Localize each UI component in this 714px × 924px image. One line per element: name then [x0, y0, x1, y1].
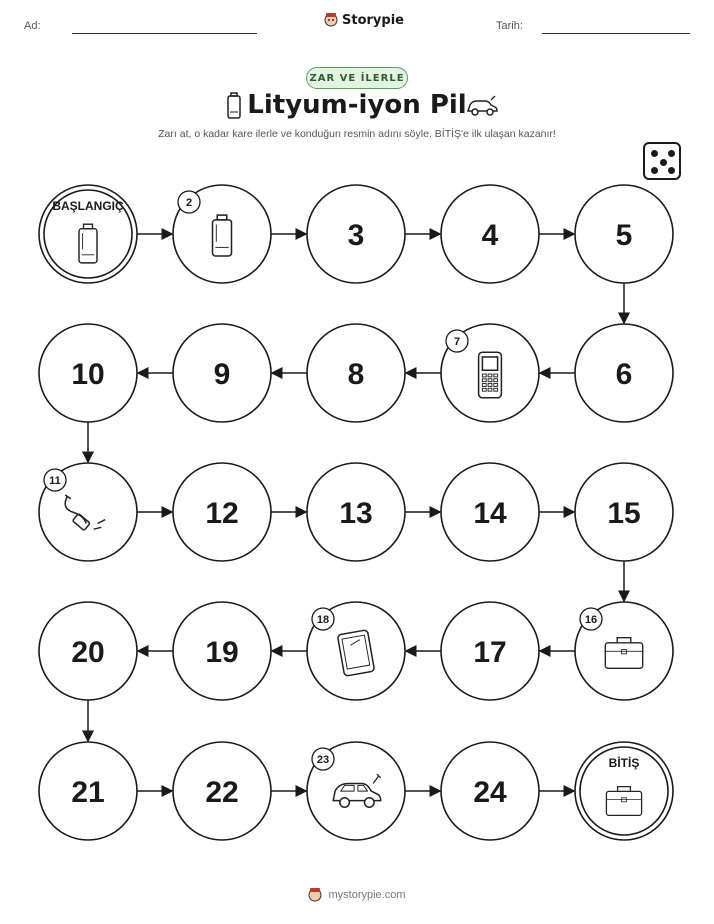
board-cell-7 — [441, 324, 539, 422]
cell-number: 12 — [205, 497, 239, 530]
cell-number: 10 — [71, 358, 105, 391]
board-cell-3 — [307, 185, 405, 283]
footer — [0, 887, 714, 903]
cell-number: 23 — [316, 754, 330, 766]
cell-number: 21 — [71, 776, 105, 809]
board-cell-4 — [441, 185, 539, 283]
cell-number: 18 — [316, 614, 330, 626]
cell-number: 15 — [607, 497, 641, 530]
board-cell-24 — [441, 742, 539, 840]
board-cell-15 — [575, 463, 673, 561]
cell-number: 24 — [473, 776, 507, 809]
board-cell-19 — [173, 602, 271, 700]
start-label: BAŞLANGIÇ — [52, 199, 124, 213]
storypie-mascot-icon — [308, 887, 322, 903]
board-cell-9 — [173, 324, 271, 422]
board-cell-21 — [39, 742, 137, 840]
cell-number: 16 — [584, 614, 598, 626]
cell-number: 9 — [213, 358, 231, 391]
board-cell-20 — [39, 602, 137, 700]
cell-number: 14 — [473, 497, 507, 530]
board-cell-22 — [173, 742, 271, 840]
board-cell-17 — [441, 602, 539, 700]
cell-number: 19 — [205, 636, 239, 669]
game-type-badge: ZAR VE İLERLE — [306, 67, 408, 89]
cell-number: 20 — [71, 636, 105, 669]
cell-number: 13 — [339, 497, 373, 530]
cell-number: 7 — [453, 336, 461, 348]
board-cell-1 — [39, 185, 137, 283]
board-cell-5 — [575, 185, 673, 283]
board-cell-13 — [307, 463, 405, 561]
board-cell-2 — [173, 185, 271, 283]
date-label: Tarih: — [496, 20, 523, 32]
page-title: Lityum-iyon Pil — [247, 90, 467, 120]
cell-number: 11 — [49, 475, 61, 487]
board-cell-14 — [441, 463, 539, 561]
board-cell-12 — [173, 463, 271, 561]
board-cell-23 — [307, 742, 405, 840]
cell-number: 5 — [615, 219, 633, 252]
name-label: Ad: — [24, 20, 41, 32]
board-cell-18 — [307, 602, 405, 700]
board-cell-6 — [575, 324, 673, 422]
cell-number: 4 — [481, 219, 499, 252]
cell-number: 2 — [185, 197, 193, 209]
cell-number: 22 — [205, 776, 239, 809]
cell-number: 8 — [347, 358, 365, 391]
cell-number: 17 — [473, 636, 507, 669]
board-cell-16 — [575, 602, 673, 700]
board-cell-25 — [575, 742, 673, 840]
footer-url[interactable]: mystorypie.com — [328, 889, 406, 901]
brand-name: Storypie — [342, 12, 404, 28]
board-cell-8 — [307, 324, 405, 422]
instructions: Zarı at, o kadar kare ilerle ve konduğun resmin adını söyle. BİTİŞ'e ilk ulaşan kazanır! — [158, 128, 556, 140]
board-cell-10 — [39, 324, 137, 422]
board-cell-11 — [39, 463, 137, 561]
finish-label: BİTİŞ — [608, 756, 640, 770]
cell-number: 6 — [615, 358, 633, 391]
cell-number: 3 — [347, 219, 365, 252]
